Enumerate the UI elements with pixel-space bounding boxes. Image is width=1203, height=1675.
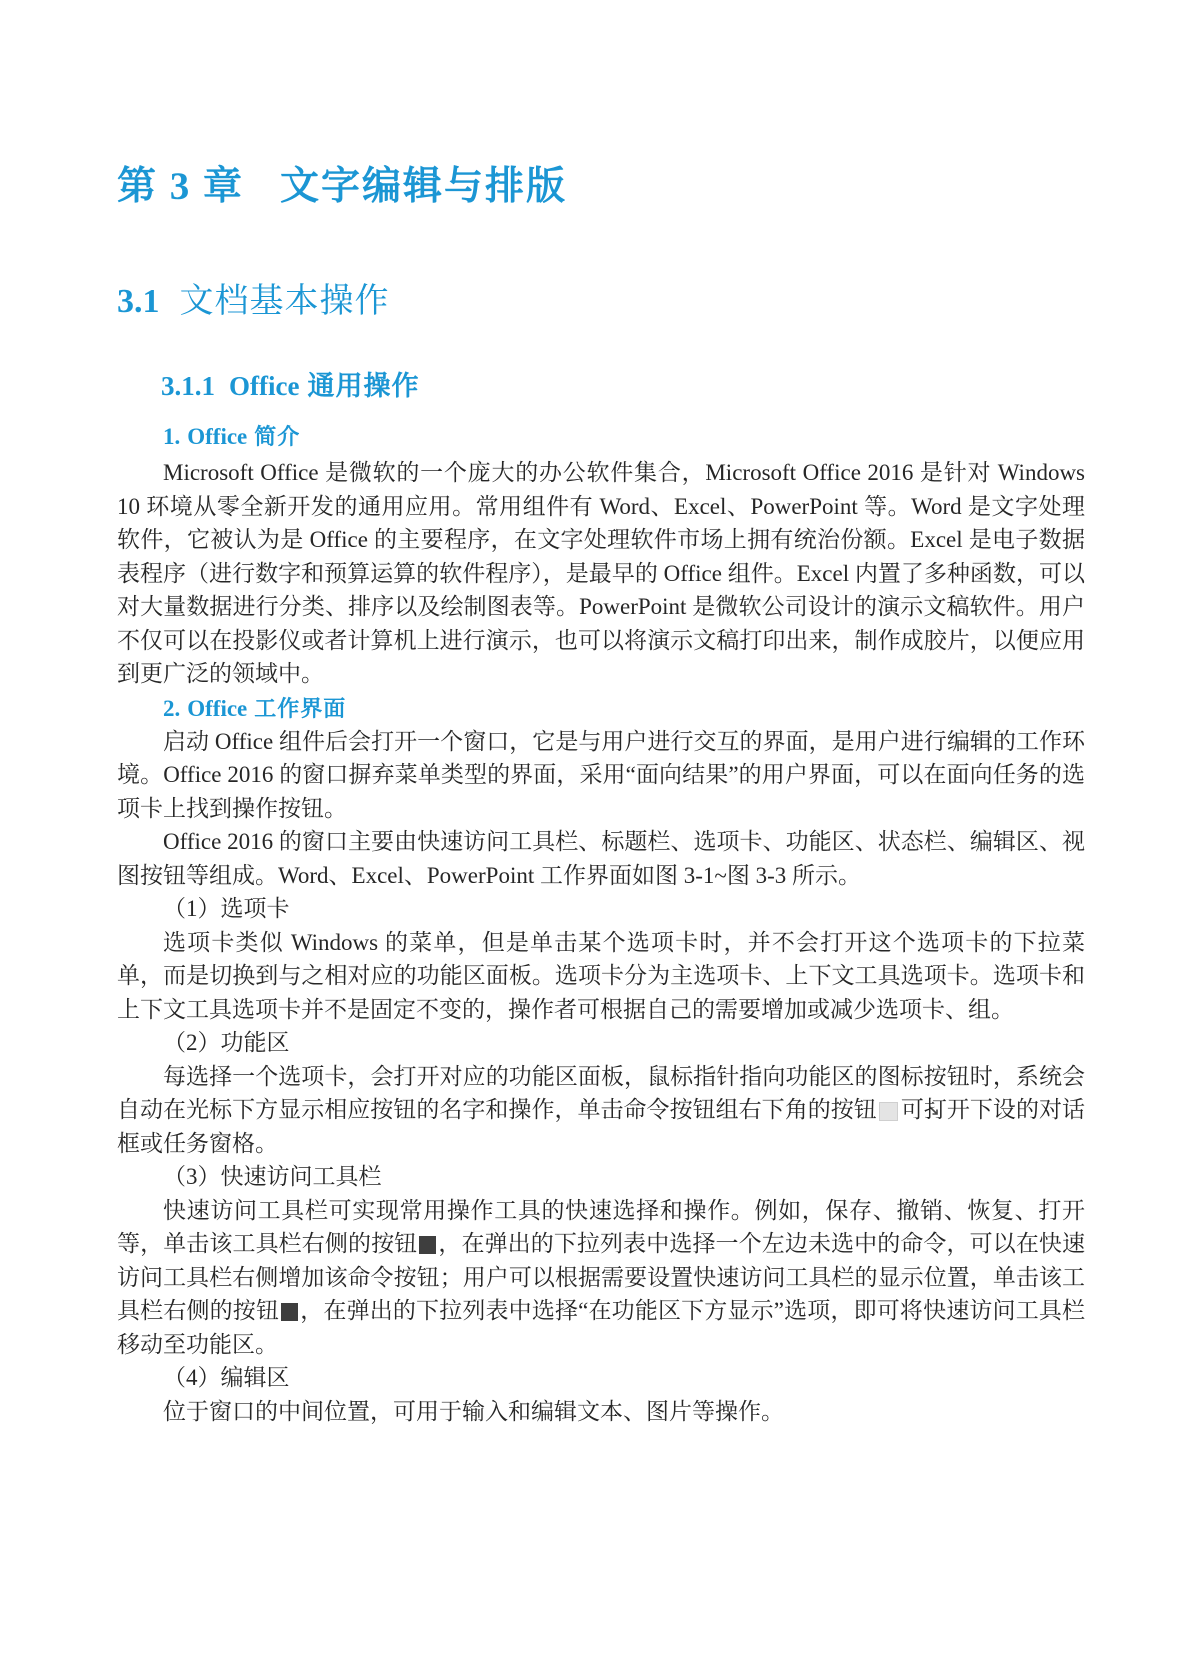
- chapter-title: [117, 163, 1085, 210]
- heading-office-intro-en: Office: [187, 424, 248, 449]
- subsection-number: 3.1.1: [161, 371, 215, 401]
- heading-office-ui-zh: 工作界面: [254, 695, 347, 721]
- paragraph-ui-overview: 启动 Office 组件后会打开一个窗口，它是与用户进行交互的界面，是用户进行编辑的工作环境。Office 2016 的窗口摒弃菜单类型的界面，采用“面向结果”的用户界面，可以在面向任务的选项卡上找到操作按钮。: [117, 728, 1085, 821]
- subsection-name-zh: 通用操作: [307, 371, 420, 401]
- paragraph-tabs: 选项卡类似 Windows 的菜单，但是单击某个选项卡时，并不会打开这个选项卡的下拉菜单，而是切换到与之相对应的功能区面板。选项卡分为主选项卡、上下文工具选项卡。选项卡和上下文工具选项卡并不是固定不变的，操作者可根据自己的需要增加或减少选项卡、组。: [117, 929, 1085, 1022]
- subsection-heading: [161, 368, 1085, 404]
- paragraph-ribbon: [117, 1060, 1085, 1161]
- paragraph-qat-text-b: ，在弹出的下拉列表中选择一个左边未选中的命令，可以在快速访问工具栏右侧增加该命令按钮；用户可以根据需要设置快速访问工具栏的显示位置，单击该工具栏右侧的按钮: [117, 1231, 1086, 1323]
- subsection-name-en: Office: [229, 371, 300, 401]
- paragraph-editing-area: 位于窗口的中间位置，可用于输入和编辑文本、图片等操作。: [163, 1398, 784, 1424]
- paragraph-quick-access-toolbar: [117, 1194, 1085, 1362]
- paragraph-ribbon-text-b: 可打开下设的对话框或任务窗格。: [117, 1097, 1086, 1156]
- paragraph-ribbon-text-a: 每选择一个选项卡，会打开对应的功能区面板，鼠标指针指向功能区的图标按钮时，系统会自动在光标下方显示相应按钮的名字和操作，单击命令按钮组右下角的按钮: [117, 1063, 1085, 1122]
- item-heading-editing-area: （4）编辑区: [163, 1365, 290, 1390]
- paragraph-office-intro: Microsoft Office 是微软的一个庞大的办公软件集合，Microsoft Office 2016 是针对 Windows 10 环境从零全新开发的通用应用。常用组件有 Word、Excel、PowerPoint 等。Word 是文字处理软件，它被认为是 Office 的主要程序，在文字处理软件市场上拥有统治份额。Excel 是电子数据表程序（进行数字和预算运算的软件程序），是最早的 Office 组件。Excel 内置了多种函数，可以对大量数据进行分类、排序以及绘制图表等。PowerPoint 是微软公司设计的演示文稿软件。用户不仅可以在投影仪或者计算机上进行演示，也可以将演示文稿打印出来，制作成胶片，以便应用到更广泛的领域中。: [117, 460, 1085, 686]
- toolbar-dropdown-icon: [281, 1303, 298, 1321]
- heading-office-ui-number: 2.: [163, 695, 181, 721]
- heading-office-intro-number: 1.: [163, 424, 181, 449]
- item-heading-ribbon: （2）功能区: [163, 1030, 290, 1055]
- section-heading: [117, 281, 1085, 323]
- paragraph-qat-text-a: 快速访问工具栏可实现常用操作工具的快速选择和操作。例如，保存、撤销、恢复、打开等，单击该工具栏右侧的按钮: [117, 1197, 1085, 1256]
- item-heading-quick-access-toolbar: （3）快速访问工具栏: [163, 1164, 382, 1189]
- heading-office-ui: [163, 693, 1085, 725]
- item-heading-tabs: （1）选项卡: [163, 896, 290, 921]
- section-name: 文档基本操作: [179, 283, 390, 320]
- heading-office-intro-zh: 简介: [254, 424, 301, 449]
- paragraph-window-components: Office 2016 的窗口主要由快速访问工具栏、标题栏、选项卡、功能区、状态栏、编辑区、视图按钮等组成。Word、Excel、PowerPoint 工作界面如图 3-1~图 3-3 所示。: [117, 829, 1085, 888]
- section-number: 3.1: [117, 283, 160, 320]
- dialog-launcher-icon: [879, 1102, 898, 1121]
- toolbar-dropdown-icon: [419, 1236, 436, 1254]
- paragraph-qat-text-c: ，在弹出的下拉列表中选择“在功能区下方显示”选项，即可将快速访问工具栏移动至功能区。: [117, 1298, 1086, 1357]
- chapter-name: 文字编辑与排版: [280, 165, 568, 208]
- heading-office-intro: [163, 421, 1085, 453]
- chapter-number: 第 3 章: [117, 165, 245, 208]
- heading-office-ui-en: Office: [187, 695, 248, 721]
